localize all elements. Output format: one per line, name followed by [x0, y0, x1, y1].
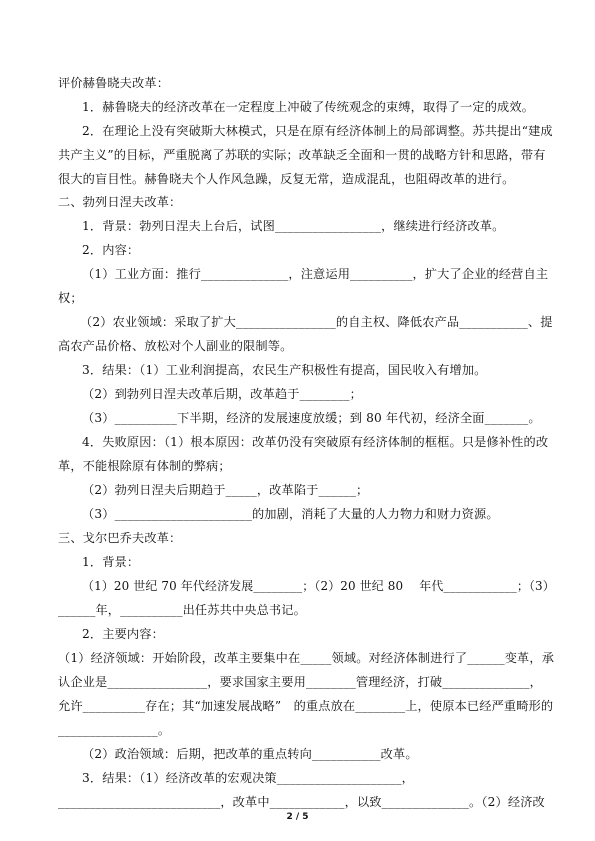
text-line: ________________。	[58, 723, 171, 737]
text-line: ______年，__________出任苏共中央总书记。	[58, 603, 306, 617]
text-line: 1．赫鲁晓夫的经济改革在一定程度上冲破了传统观念的束缚，取得了一定的成效。	[82, 100, 535, 114]
text-line: （1）20 世纪 70 年代经济发展________；（2）20 世纪 80 年代____________；（3）	[82, 579, 555, 593]
section-heading: 三、戈尔巴乔夫改革：	[58, 531, 182, 545]
text-line: 评价赫鲁晓夫改革：	[58, 76, 170, 90]
text-line: 很大的盲目性。赫鲁晓夫个人作风急躁，反复无常，造成混乱，也阻碍改革的进行。	[58, 172, 515, 186]
text-line: （2）农业领域：采取了扩大________________的自主权、降低农产品___________、提	[80, 315, 553, 329]
text-line: 3．结果：（1）经济改革的宏观决策____________________，	[82, 771, 414, 785]
text-line: （1）工业方面：推行______________，注意运用__________，扩大了企业的经营自主	[82, 267, 549, 281]
text-line: 高农产品价格、放松对个人副业的限制等。	[58, 339, 293, 353]
text-line: 4．失败原因：（1）根本原因：改革仍没有突破原有经济体制的框框。只是修补性的改	[82, 435, 549, 449]
text-line: （3）______________________的加剧，消耗了大量的人力物力和财力资源。	[82, 507, 499, 521]
text-line: __________________________，改革中____________，以致______________。（2）经济改	[58, 795, 545, 809]
page-number: 2 / 5	[286, 812, 309, 822]
text-line: 2．主要内容：	[82, 627, 164, 641]
text-line: 2．在理论上没有突破斯大林模式，只是在原有经济体制上的局部调整。苏共提出“建成	[82, 124, 553, 138]
text-line: 共产主义”的目标，严重脱离了苏联的实际；改革缺乏全面和一贯的战略方针和思路，带有	[58, 148, 546, 162]
text-line: 2．内容：	[82, 243, 140, 257]
text-line: （3）__________下半期，经济的发展速度放缓；到 80 年代初，经济全面_______。	[82, 411, 541, 425]
text-line: 认企业是________________，要求国家主要用________管理经济，打破______________，	[58, 675, 543, 689]
text-line: 允许__________存在；其“加速发展战略” 的重点放在________上，使原本已经严重畸形的	[58, 699, 554, 713]
text-line: 1．背景：勃列日涅夫上台后，试图_________________，继续进行经济改革。	[82, 219, 505, 233]
section-heading: 二、勃列日涅夫改革：	[58, 195, 182, 209]
text-line: 1．背景：	[82, 555, 140, 569]
text-line: （1）经济领域：开始阶段，改革主要集中在_____领域。对经济体制进行了______变革，承	[58, 651, 555, 665]
text-line: 权；	[58, 291, 83, 305]
text-line: （2）政治领域：后期，把改革的重点转向___________改革。	[82, 747, 418, 761]
text-line: 3．结果：（1）工业利润提高，农民生产积极性有提高，国民收入有增加。	[82, 363, 487, 377]
text-line: 革，不能根除原有体制的弊病；	[58, 459, 231, 473]
text-line: （2）到勃列日涅夫改革后期，改革趋于________；	[82, 387, 362, 401]
text-line: （2）勃列日涅夫后期趋于_____，改革陷于______；	[82, 483, 369, 497]
